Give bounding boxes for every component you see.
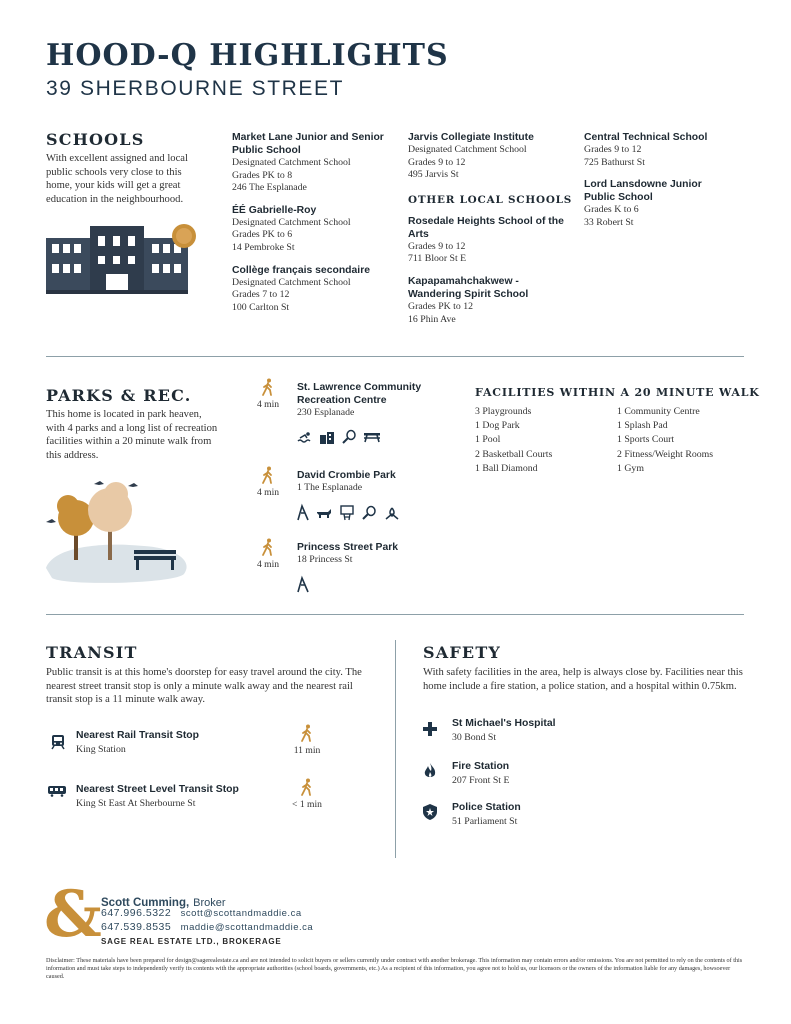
section-divider: [46, 356, 744, 357]
page-address: 39 SHERBOURNE STREET: [46, 77, 345, 100]
safety-address: 207 Front St E: [452, 775, 510, 786]
safety-intro: With safety facilities in the area, help is always close by. Facilities near this home include a fire station, a police station, and a hospital within 0.75km.: [423, 667, 743, 692]
safety-name: Police Station: [452, 802, 521, 813]
school-name: Market Lane Junior and Senior Public School: [232, 132, 384, 156]
school-detail: Designated Catchment School: [232, 216, 351, 228]
email-1[interactable]: scott@scottandmaddie.ca: [180, 908, 302, 919]
school-detail: 711 Bloor St E: [408, 253, 467, 265]
school-detail: Designated Catchment School: [408, 144, 527, 155]
column-divider: [395, 640, 396, 858]
walk-time: [290, 724, 324, 756]
walking-icon: [262, 466, 274, 484]
walk-time: [290, 778, 324, 810]
transit-address: King Station: [76, 744, 126, 755]
schools-intro: With excellent assigned and local public schools very close to this home, your kids will get a great education in the neighbourhood.: [46, 153, 188, 205]
walk-time-label: 4 min: [256, 487, 280, 498]
streetcar-icon: [47, 785, 67, 797]
school-name: ÉÉ Gabrielle-Roy: [232, 204, 317, 216]
school-detail: 14 Pembroke St: [232, 241, 295, 253]
walk-time-label: 4 min: [256, 559, 280, 570]
police-badge-icon: [423, 804, 437, 820]
walk-time-label: 11 min: [293, 745, 321, 756]
hospital-cross-icon: [423, 722, 437, 736]
school-detail: 495 Jarvis St: [408, 169, 459, 181]
facility-item: 1 Ball Diamond: [475, 462, 538, 474]
school-name: Central Technical School: [584, 132, 708, 143]
school-name: Collège français secondaire: [232, 264, 371, 276]
walk-time: [252, 466, 284, 498]
facilities-heading: FACILITIES WITHIN A 20 MINUTE WALK: [475, 386, 760, 399]
park-address: 1 The Esplanade: [297, 482, 363, 493]
dog-park-icon: [315, 507, 333, 519]
schools-column-3: [584, 131, 734, 229]
school-detail: 33 Robert St: [584, 216, 634, 228]
safety-item: [423, 716, 723, 752]
facilities-column-1: [475, 405, 615, 476]
basketball-icon: [339, 505, 355, 521]
school-central-technical: [584, 131, 734, 169]
facility-item: 1 Community Centre: [617, 406, 700, 417]
park-info: [297, 469, 472, 521]
school-detail: Grades 7 to 12: [232, 289, 290, 301]
school-name: Lord Lansdowne Junior Public School: [584, 179, 702, 204]
phone-1[interactable]: 647.996.5322: [101, 907, 172, 919]
park-name: Princess Street Park: [297, 542, 399, 553]
safety-name: Fire Station: [452, 761, 510, 772]
transit-name: Nearest Rail Transit Stop: [76, 730, 199, 741]
sports-court-icon: [361, 506, 377, 520]
safety-heading: SAFETY: [423, 643, 502, 662]
facility-item: 2 Fitness/Weight Rooms: [617, 448, 714, 460]
safety-item: [423, 800, 723, 836]
transit-name: Nearest Street Level Transit Stop: [76, 784, 239, 795]
school-detail: Grades PK to 8: [232, 169, 293, 181]
park-info: [297, 541, 472, 593]
pool-icon: [297, 431, 313, 443]
school-detail: Grades 9 to 12: [408, 240, 466, 252]
transit-intro: Public transit is at this home's doorstep for easy travel around the city. The nearest street transit stop is only a minute walk away and the nearest rail transit stop is a 11 minute walk away.: [46, 667, 362, 706]
park-item: [252, 378, 472, 466]
school-detail: Grades PK to 6: [232, 229, 293, 241]
fire-icon: [424, 763, 436, 779]
playground-icon: [297, 577, 309, 593]
walk-time: [252, 378, 284, 410]
parks-list: [252, 378, 472, 598]
broker-name: Scott Cumming,: [101, 897, 190, 909]
safety-address: 30 Bond St: [452, 732, 497, 743]
school-detail: Grades 9 to 12: [408, 156, 466, 168]
walk-time-label: 4 min: [256, 399, 280, 410]
other-schools-heading: OTHER LOCAL SCHOOLS: [408, 193, 573, 206]
school-jarvis: [408, 131, 573, 182]
park-name: St. Lawrence Community Recreation Centre: [297, 382, 422, 406]
school-detail: 16 Phin Ave: [408, 313, 456, 325]
transit-item: [46, 782, 386, 822]
ampersand-logo: [44, 877, 102, 952]
park-item: [252, 466, 472, 538]
transit-item: [46, 728, 386, 768]
email-2[interactable]: maddie@scottandmaddie.ca: [180, 922, 314, 933]
brokerage-name: SAGE REAL ESTATE LTD., BROKERAGE: [101, 937, 282, 946]
school-detail: Grades PK to 12: [408, 300, 474, 312]
parks-heading: PARKS & REC.: [46, 386, 192, 405]
playground-icon: [297, 505, 309, 521]
safety-item: [423, 759, 723, 795]
park-name: David Crombie Park: [297, 470, 396, 481]
facility-item: 3 Playgrounds: [475, 406, 532, 417]
facility-item: 1 Gym: [617, 462, 644, 474]
school-gabrielle-roy: [232, 204, 392, 255]
park-illustration: [44, 476, 194, 586]
transit-heading: TRANSIT: [46, 643, 138, 662]
section-divider: [46, 614, 744, 615]
walk-time: [252, 538, 284, 570]
park-address: 18 Princess St: [297, 554, 353, 565]
school-detail: Grades K to 6: [584, 204, 639, 216]
safety-name: St Michael's Hospital: [452, 718, 556, 729]
tennis-icon: [341, 430, 357, 444]
walking-icon: [301, 778, 313, 796]
park-amenity-icons: [297, 430, 472, 444]
school-name: Rosedale Heights School of the Arts: [408, 215, 564, 240]
park-item: [252, 538, 472, 598]
page-title: HOOD-Q HIGHLIGHTS: [46, 38, 449, 73]
schools-heading: SCHOOLS: [46, 130, 145, 149]
contact-line-2: [101, 921, 313, 933]
school-building-illustration: [46, 220, 198, 296]
park-address: 230 Esplanade: [297, 407, 355, 418]
svg-text:&: &: [44, 877, 102, 952]
facility-item: 1 Splash Pad: [617, 420, 668, 432]
school-lord-lansdowne: [584, 178, 734, 229]
parks-intro: This home is located in park heaven, with 4 parks and a long list of recreation facilities within a 20 minute walk from this address.: [46, 409, 218, 461]
facility-item: 1 Pool: [475, 434, 501, 446]
school-detail: 100 Carlton St: [232, 301, 290, 313]
broker-role: Broker: [193, 897, 226, 909]
school-detail: Designated Catchment School: [232, 157, 351, 168]
walk-time-label: < 1 min: [292, 799, 322, 810]
community-centre-icon: [319, 430, 335, 444]
school-detail: Designated Catchment School: [232, 276, 351, 288]
park-amenity-icons: [297, 577, 472, 593]
contact-line-1: [101, 907, 302, 919]
facility-item: 2 Basketball Courts: [475, 448, 553, 460]
school-name: Jarvis Collegiate Institute: [408, 132, 534, 143]
walking-icon: [262, 538, 274, 556]
walking-icon: [301, 724, 313, 742]
walking-icon: [262, 378, 274, 396]
facility-item: 1 Sports Court: [617, 434, 675, 446]
school-market-lane: [232, 131, 392, 195]
school-college-francais: [232, 264, 392, 315]
school-detail: 725 Bathurst St: [584, 156, 645, 168]
schools-column-1: [232, 131, 392, 314]
facilities-column-2: [617, 405, 747, 476]
school-detail: 246 The Esplanade: [232, 182, 307, 194]
transit-address: King St East At Sherbourne St: [76, 798, 196, 809]
splash-pad-icon: [383, 506, 401, 520]
facility-item: 1 Dog Park: [475, 420, 520, 432]
school-detail: Grades 9 to 12: [584, 144, 642, 155]
park-amenity-icons: [297, 505, 472, 521]
school-rosedale-heights: [408, 215, 573, 266]
disclaimer-text: Disclaimer: These materials have been prepared for design@sagerealestate.ca and are not intended to solicit buyers or sellers currently under contract with another brokerage. This information may contain errors and/or omissions. You are not permitted to rely on the contents of this information and must take steps to independently verify its contents with the appropriate authorities (school boards, governments, etc.) As a recipient of this information, you agree not to hold us, our licensors or the owners of the information liable for any damages, howsoever caused.: [46, 957, 743, 980]
phone-2[interactable]: 647.539.8535: [101, 921, 172, 933]
safety-address: 51 Parliament St: [452, 816, 518, 827]
schools-column-2: [408, 131, 573, 326]
train-icon: [51, 734, 65, 750]
picnic-table-icon: [363, 431, 381, 443]
school-name: Kapapamahchakwew - Wandering Spirit School: [408, 275, 529, 300]
park-info: [297, 381, 472, 444]
school-kapapamahchakwew: [408, 275, 573, 326]
